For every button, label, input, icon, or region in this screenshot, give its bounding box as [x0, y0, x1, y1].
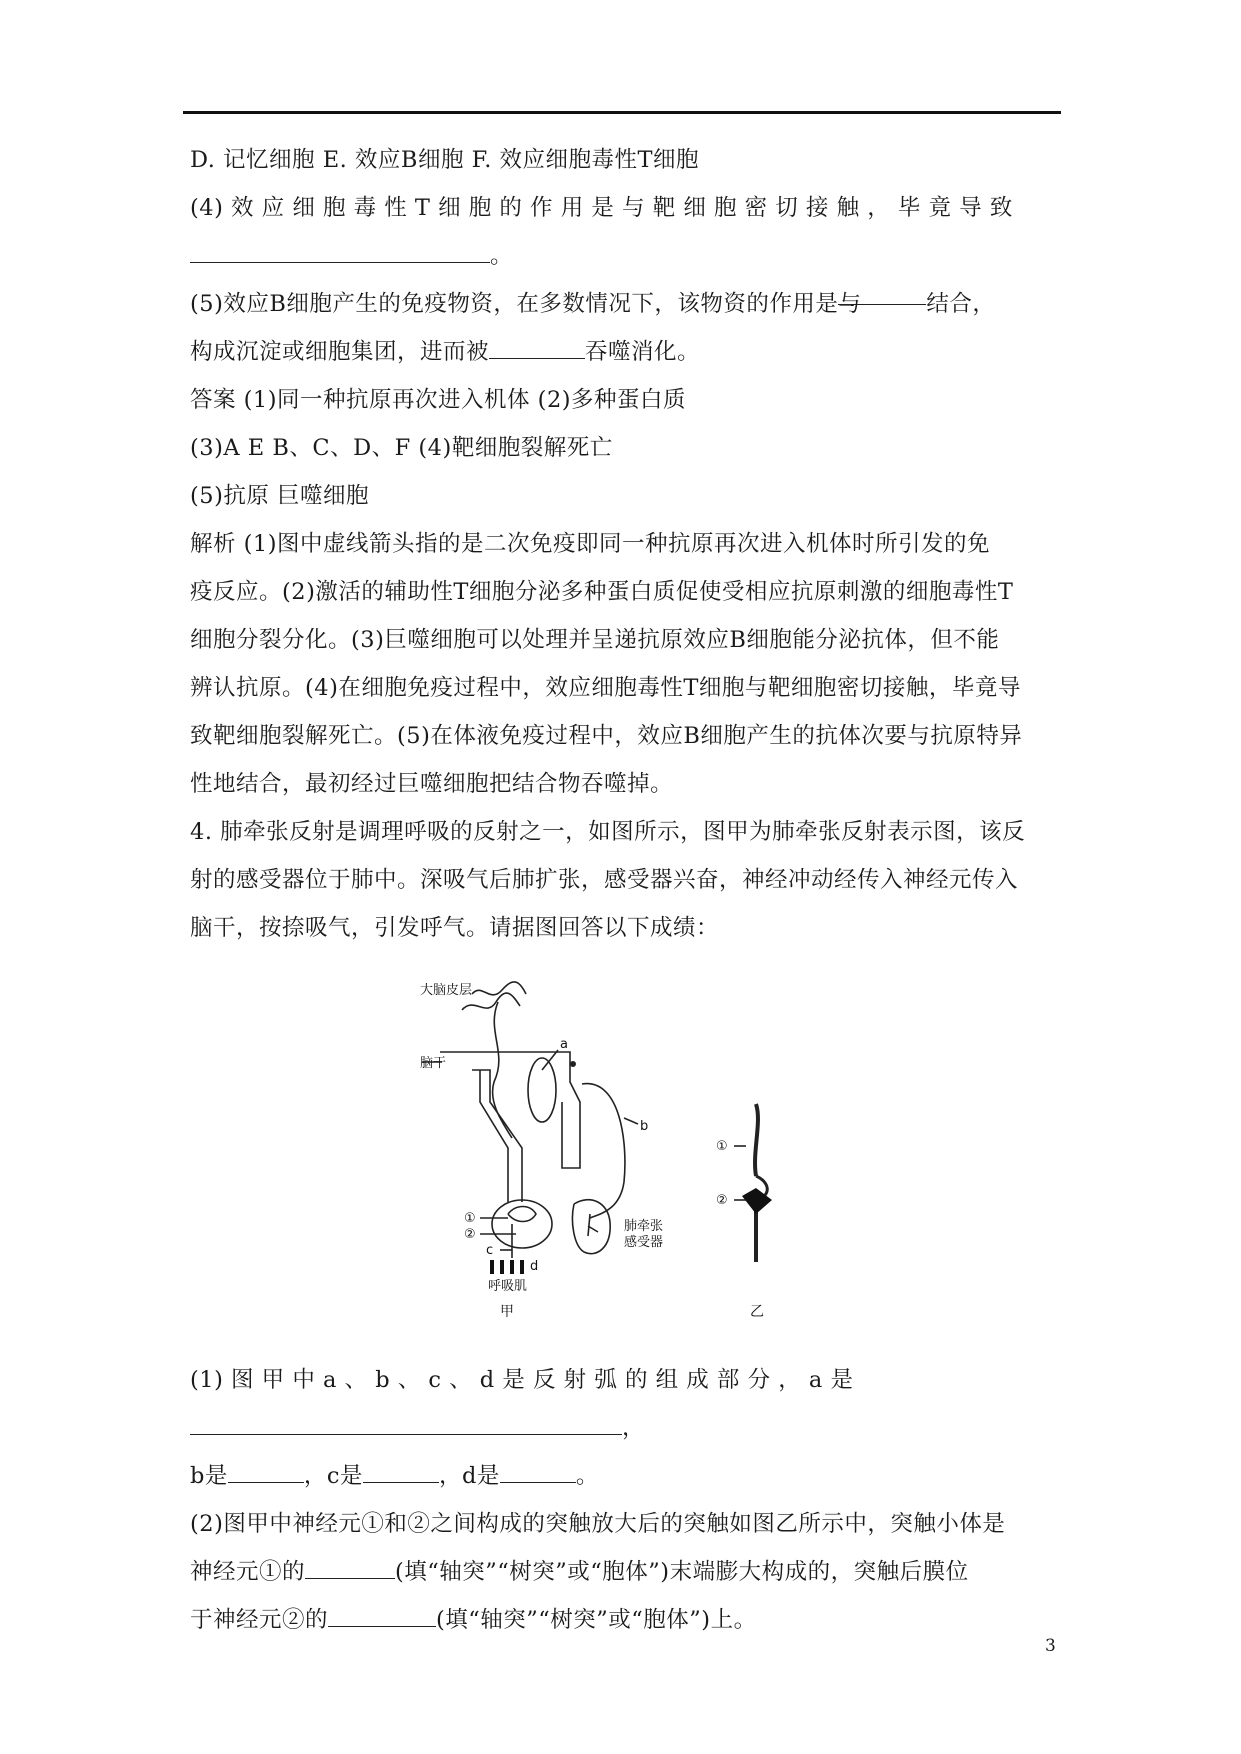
question-5-text: (5)效应B细胞产生的免疫物资，在多数情况下，该物资的作用是 [190, 291, 839, 317]
answer-line-1: 答案 (1)同一种抗原再次进入机体 (2)多种蛋白质 [190, 387, 687, 413]
question-4-line [190, 184, 1080, 232]
label-muscle: 呼吸肌 [488, 1279, 528, 1294]
cortex-wave-1 [472, 982, 526, 995]
b-prefix: b是 [190, 1463, 228, 1489]
receptor-dot [570, 1061, 576, 1067]
sub-question-2-line-1: (2)图甲中神经元①和②之间构成的突触放大后的突触如图乙所示中，突触小体是 [190, 1511, 1006, 1537]
answer-blank-d[interactable] [500, 1458, 576, 1483]
d-prefix: ，d是 [439, 1463, 500, 1489]
question-4-text: (4) 效 应 细 胞 毒 性 T 细 胞 的 作 用 是 与 靶 细 胞 密 切 接 触 ， 毕 竟 导 致 [190, 195, 1013, 221]
label-receptor-2: 感受器 [624, 1235, 664, 1250]
answer-blank-b[interactable] [228, 1458, 304, 1483]
cortex-fiber [493, 1002, 512, 1138]
label-yi-n2: ② [716, 1193, 728, 1208]
question-5-tail: 结合， [926, 291, 996, 317]
sub-question-1-line [190, 1356, 1080, 1404]
answer-blank[interactable] [190, 238, 490, 263]
yi-axon [755, 1104, 758, 1176]
label-d: d [530, 1259, 539, 1274]
label-c: c [486, 1243, 494, 1258]
reflex-arc-figure [190, 952, 1080, 1362]
muscle-bar-1 [490, 1260, 494, 1274]
sub-question-2-tail: (填“轴突”“树突”或“胞体”)末端膨大构成的，突触后膜位 [395, 1559, 969, 1585]
period: 。 [490, 243, 514, 269]
problem-4-line-3: 脑干，按捺吸气，引发呼气。请据图回答以下成绩： [190, 915, 720, 941]
analysis-line-1: 解析 (1)图中虚线箭头指的是二次免疫即同一种抗原再次进入机体时所引发的免 [190, 531, 991, 557]
analysis-line-6: 性地结合，最初经过巨噬细胞把结合物吞噬掉。 [190, 771, 674, 797]
period: 。 [575, 1463, 599, 1489]
lung-receptor [572, 1200, 610, 1254]
question-5-text-2: 构成沉淀或细胞集团，进而被 [190, 339, 490, 365]
center-a-ellipse [528, 1058, 556, 1122]
sub-question-2-text-2: 于神经元②的 [190, 1607, 329, 1633]
muscle-bar-3 [510, 1260, 514, 1274]
blank-prefill: 与 [838, 291, 862, 317]
sub-question-2-text: 神经元①的 [190, 1559, 306, 1585]
label-receptor-1: 肺牵张 [624, 1219, 664, 1234]
analysis-line-2: 疫反应。(2)激活的辅助性T细胞分泌多种蛋白质促使受相应抗原刺激的细胞毒性T [190, 579, 1014, 605]
label-n2: ② [464, 1227, 476, 1242]
respiratory-muscle [490, 1260, 524, 1274]
afferent-b [582, 1084, 625, 1218]
brainstem-outline [440, 1052, 580, 1168]
answer-blank-synapse[interactable] [305, 1554, 395, 1579]
sub-question-2-line-2 [190, 1548, 1080, 1596]
analysis-line-3: 细胞分裂分化。(3)巨噬细胞可以处理并呈递抗原效应B细胞能分泌抗体，但不能 [190, 627, 1000, 653]
answer-blank-c[interactable] [363, 1458, 439, 1483]
comma: ， [622, 1415, 646, 1441]
answer-line-2: (3)A E B、C、D、F (4)靶细胞裂解死亡 [190, 435, 613, 461]
answer-blank[interactable] [489, 334, 585, 359]
muscle-bar-2 [500, 1260, 504, 1274]
answer-blank-postsynaptic[interactable] [328, 1602, 436, 1627]
sub-question-1-text: (1) 图 甲 中 a 、 b 、 c 、 d 是 反 射 弧 的 组 成 部 分 ， a 是 [190, 1367, 854, 1393]
question-5-tail-2: 吞噬消化。 [585, 339, 701, 365]
caption-jia: 甲 [500, 1304, 514, 1320]
problem-4-line-2: 射的感受器位于肺中。深吸气后肺扩张，感受器兴奋，神经冲动经传入神经元传入 [190, 867, 1019, 893]
answer-blank[interactable] [838, 280, 926, 317]
answer-blank-a[interactable] [190, 1410, 622, 1435]
label-a: a [560, 1037, 568, 1052]
sub-question-1-bcd-line [190, 1452, 1080, 1500]
label-yi-n1: ① [716, 1139, 728, 1154]
sub-question-1-blank-line [190, 1404, 1080, 1452]
header-rule [183, 111, 1061, 114]
sub-question-2-tail-2: (填“轴突”“树突”或“胞体”)上。 [436, 1607, 757, 1633]
page-number: 3 [1045, 1636, 1056, 1656]
a-pointer [542, 1050, 558, 1070]
label-cortex: 大脑皮层 [420, 983, 473, 998]
analysis-line-5: 致靶细胞裂解死亡。(5)在体液免疫过程中，效应B细胞产生的抗体次要与抗原特异 [190, 723, 1023, 749]
answer-line-3: (5)抗原 巨噬细胞 [190, 483, 370, 509]
muscle-bar-4 [520, 1260, 524, 1274]
document-body [190, 136, 1080, 1644]
question-5-line-2 [190, 328, 1080, 376]
reflex-arc-diagram [190, 952, 1080, 1362]
brainstem-tract [472, 1070, 522, 1202]
question-4-blank-line [190, 232, 1080, 280]
label-n1: ① [464, 1211, 476, 1226]
label-b: b [640, 1119, 649, 1134]
sub-question-2-line-3 [190, 1596, 1080, 1644]
gray-matter [508, 1207, 536, 1222]
caption-yi: 乙 [750, 1304, 764, 1320]
c-prefix: ，c是 [303, 1463, 364, 1489]
b-pointer [624, 1118, 638, 1124]
option-line-def: D. 记忆细胞 E. 效应B细胞 F. 效应细胞毒性T细胞 [190, 147, 700, 173]
label-brainstem: 脑干 [420, 1056, 447, 1071]
question-5-line-1 [190, 280, 1080, 328]
analysis-line-4: 辨认抗原。(4)在细胞免疫过程中，效应细胞毒性T细胞与靶细胞密切接触，毕竟导 [190, 675, 1021, 701]
problem-4-line-1: 4. 肺牵张反射是调理呼吸的反射之一，如图所示，图甲为肺牵张反射表示图，该反 [190, 819, 1026, 845]
